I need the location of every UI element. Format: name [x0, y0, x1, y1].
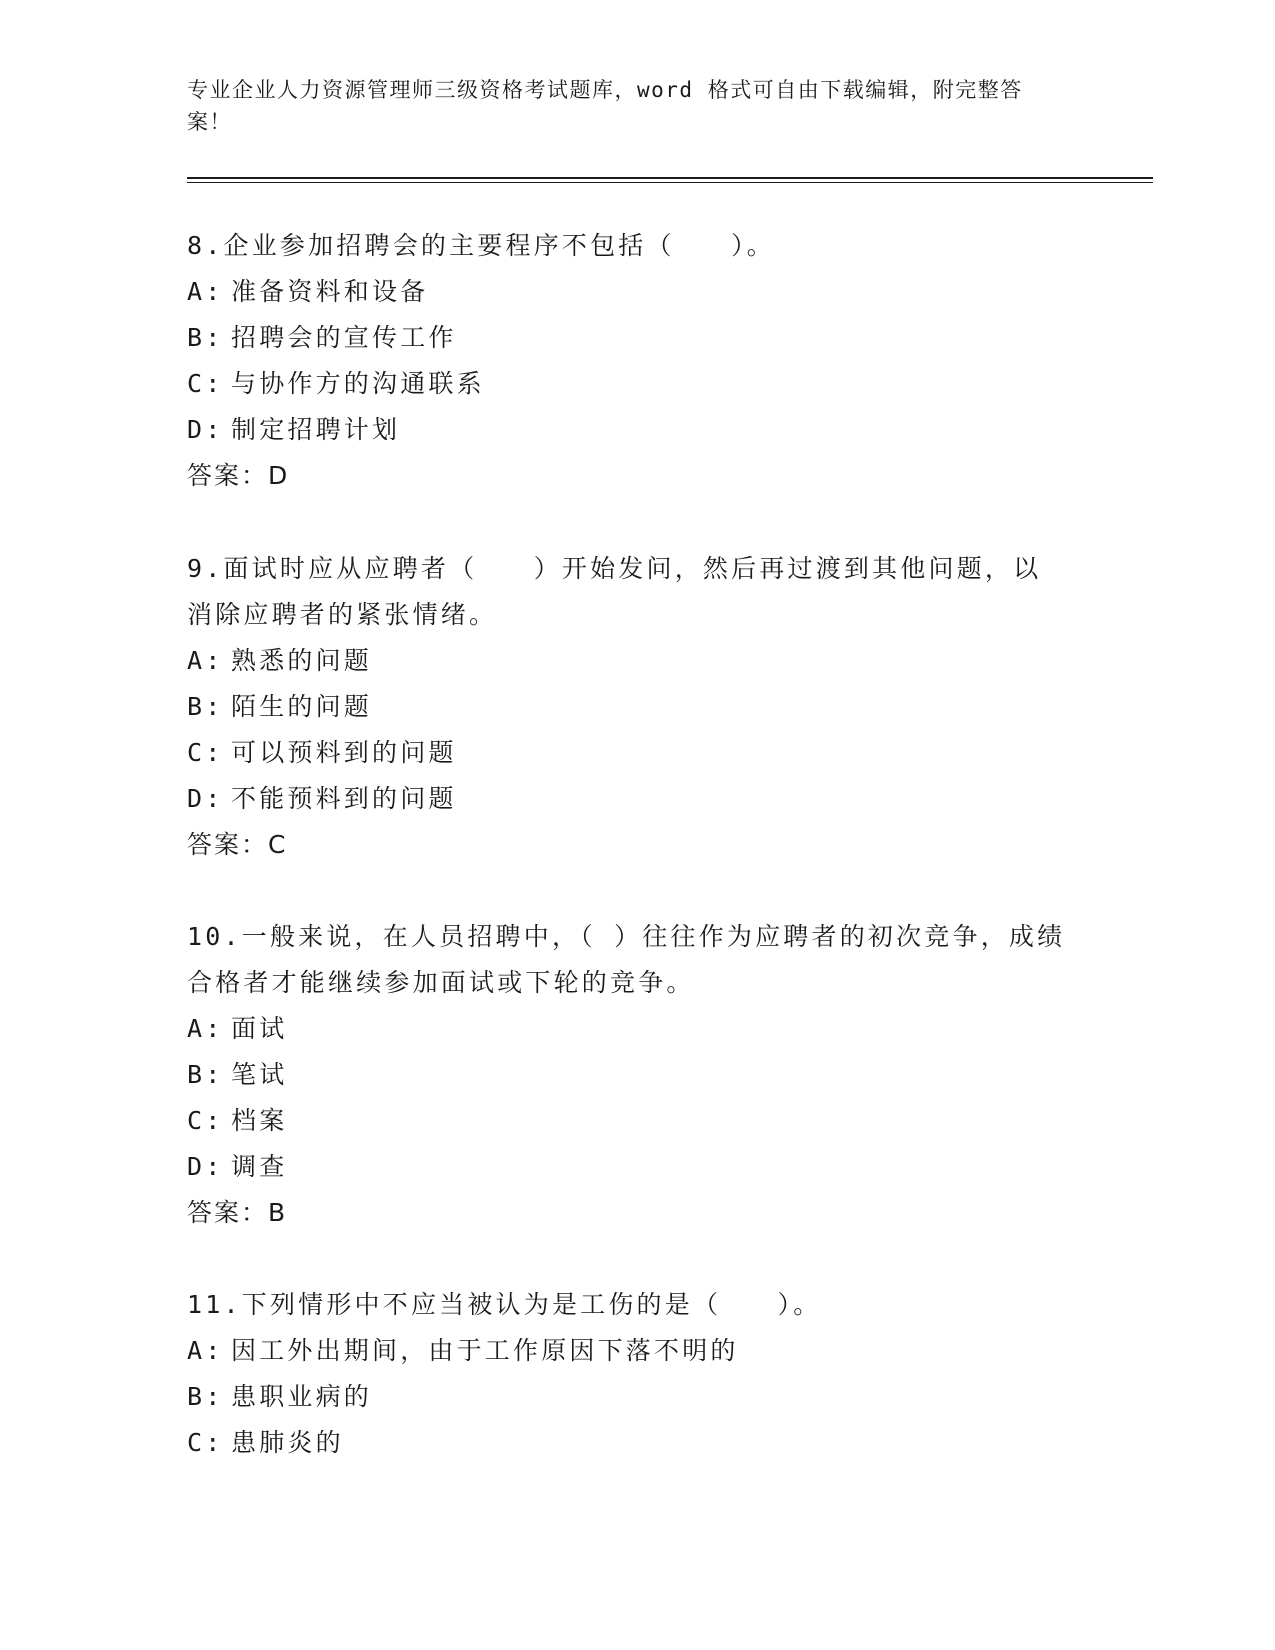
question-10: [187, 914, 1067, 1236]
question-8: [187, 223, 1067, 499]
option-c: [187, 1098, 1067, 1144]
option-c: [187, 730, 1067, 776]
option-text: 陌生的问题: [231, 692, 373, 721]
option-d: [187, 407, 1067, 453]
option-text: 招聘会的宣传工作: [231, 323, 457, 352]
option-a: [187, 269, 1067, 315]
option-a: [187, 1006, 1067, 1052]
option-text: 制定招聘计划: [231, 415, 401, 444]
option-text: 患肺炎的: [231, 1428, 344, 1457]
option-key: A:: [187, 1014, 224, 1043]
option-a: [187, 638, 1067, 684]
question-stem: 11.下列情形中不应当被认为是工伤的是（ ）。: [187, 1290, 822, 1319]
option-text: 患职业病的: [231, 1382, 373, 1411]
option-key: B:: [187, 323, 224, 352]
option-c: [187, 1420, 1067, 1466]
option-key: A:: [187, 277, 224, 306]
question-9: [187, 546, 1067, 868]
option-text: 熟悉的问题: [231, 646, 373, 675]
option-d: [187, 1144, 1067, 1190]
header-text: 专业企业人力资源管理师三级资格考试题库，word 格式可自由下载编辑，附完整答案！: [187, 78, 1023, 134]
option-text: 准备资料和设备: [231, 277, 429, 306]
option-text: 调查: [231, 1152, 288, 1181]
option-key: B:: [187, 692, 224, 721]
option-text: 可以预料到的问题: [231, 738, 457, 767]
option-key: A:: [187, 1336, 224, 1365]
answer: 答案：B: [187, 1198, 288, 1227]
option-key: C:: [187, 369, 224, 398]
question-stem: 9.面试时应从应聘者（ ）开始发问，然后再过渡到其他问题，以消除应聘者的紧张情绪。: [187, 554, 1042, 629]
option-key: B:: [187, 1060, 224, 1089]
option-key: B:: [187, 1382, 224, 1411]
option-key: A:: [187, 646, 224, 675]
option-a: [187, 1328, 1067, 1374]
header-divider-thin: [187, 182, 1153, 183]
option-d: [187, 776, 1067, 822]
option-text: 因工外出期间，由于工作原因下落不明的: [231, 1336, 739, 1365]
option-text: 不能预料到的问题: [231, 784, 457, 813]
option-c: [187, 361, 1067, 407]
option-key: D:: [187, 415, 224, 444]
header-divider: [187, 177, 1153, 179]
option-text: 档案: [231, 1106, 288, 1135]
option-b: [187, 315, 1067, 361]
answer: 答案：D: [187, 461, 290, 490]
question-stem: 10.一般来说，在人员招聘中，（ ）往往作为应聘者的初次竞争，成绩合格者才能继续参加面试或下轮的竞争。: [187, 922, 1066, 997]
option-key: D:: [187, 1152, 224, 1181]
option-b: [187, 684, 1067, 730]
answer: 答案：C: [187, 830, 288, 859]
option-key: D:: [187, 784, 224, 813]
option-text: 笔试: [231, 1060, 288, 1089]
option-key: C:: [187, 738, 224, 767]
option-text: 面试: [231, 1014, 288, 1043]
option-text: 与协作方的沟通联系: [231, 369, 485, 398]
option-b: [187, 1374, 1067, 1420]
option-b: [187, 1052, 1067, 1098]
question-11: [187, 1282, 1067, 1466]
document-header: [187, 74, 1067, 138]
option-key: C:: [187, 1428, 224, 1457]
question-stem: 8.企业参加招聘会的主要程序不包括（ ）。: [187, 231, 776, 260]
option-key: C:: [187, 1106, 224, 1135]
